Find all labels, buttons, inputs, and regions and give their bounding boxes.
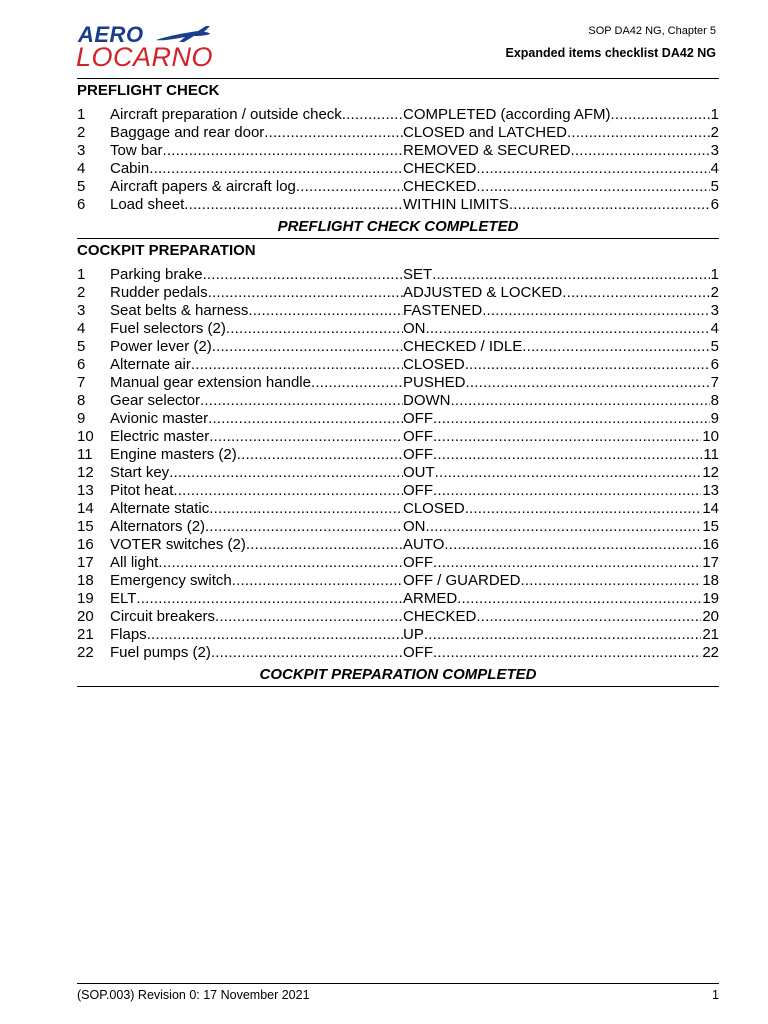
leader-dots <box>149 160 403 178</box>
value-cell <box>403 644 701 662</box>
item-label: VOTER switches (2) <box>110 536 246 553</box>
leader-dots <box>435 464 702 482</box>
checklist-row <box>77 302 719 320</box>
item-page: 11 <box>703 446 719 463</box>
item-value: AUTO <box>403 536 445 553</box>
item-label: Avionic master <box>110 410 209 427</box>
item-cell <box>110 284 403 302</box>
preflight-check-list <box>77 106 719 214</box>
item-cell <box>110 518 403 536</box>
value-cell <box>403 284 710 302</box>
item-value: SET <box>403 266 433 283</box>
item-cell <box>110 196 403 214</box>
item-label: Gear selector <box>110 392 201 409</box>
item-value: OFF <box>403 482 433 499</box>
logo-locarno-text: LOCARNO <box>76 42 214 72</box>
item-cell <box>110 626 403 644</box>
item-label: Electric master <box>110 428 210 445</box>
item-label: Load sheet <box>110 196 185 213</box>
document-title: Expanded items checklist DA42 NG <box>505 46 716 60</box>
leader-dots <box>426 320 710 338</box>
item-label: Parking brake <box>110 266 203 283</box>
checklist-row <box>77 338 719 356</box>
item-label: Manual gear extension handle <box>110 374 311 391</box>
value-cell <box>403 482 701 500</box>
leader-dots <box>522 338 709 356</box>
item-page: 22 <box>702 644 719 661</box>
leader-dots <box>208 410 403 428</box>
item-label: Fuel pumps (2) <box>110 644 211 661</box>
item-number: 7 <box>77 374 86 391</box>
checklist-row <box>77 446 719 464</box>
item-cell <box>110 178 403 196</box>
item-value: FASTENED <box>403 302 483 319</box>
value-cell <box>403 106 710 124</box>
item-label: Alternate air <box>110 356 191 373</box>
item-number: 2 <box>77 124 86 141</box>
leader-dots <box>433 428 701 446</box>
value-cell <box>403 338 710 356</box>
checklist-row <box>77 124 719 142</box>
checklist-row <box>77 266 719 284</box>
item-cell <box>110 482 403 500</box>
item-page: 21 <box>702 626 719 643</box>
leader-dots <box>466 374 710 392</box>
leader-dots <box>147 626 403 644</box>
item-number: 3 <box>77 142 86 159</box>
item-value: CHECKED / IDLE <box>403 338 523 355</box>
checklist-row <box>77 572 719 590</box>
item-value: REMOVED & SECURED <box>403 142 571 159</box>
item-number: 16 <box>77 536 94 553</box>
preflight-check-completed: PREFLIGHT CHECK COMPLETED <box>277 218 519 235</box>
item-value: OFF <box>403 428 433 445</box>
leader-dots <box>248 302 403 320</box>
item-number: 19 <box>77 590 94 607</box>
item-value: ARMED <box>403 590 458 607</box>
leader-dots <box>136 590 403 608</box>
leader-dots <box>173 482 403 500</box>
leader-dots <box>433 410 710 428</box>
item-number: 21 <box>77 626 94 643</box>
item-cell <box>110 572 403 590</box>
item-label: Emergency switch <box>110 572 232 589</box>
item-page: 1 <box>710 106 719 123</box>
leader-dots <box>465 356 710 374</box>
checklist-row <box>77 626 719 644</box>
item-value: CLOSED <box>403 500 465 517</box>
item-page: 7 <box>710 374 719 391</box>
item-label: Aircraft preparation / outside check <box>110 106 342 123</box>
item-page: 15 <box>702 518 719 535</box>
item-value: OFF <box>403 446 433 463</box>
checklist-row <box>77 428 719 446</box>
leader-dots <box>203 266 403 284</box>
item-number: 10 <box>77 428 94 445</box>
leader-dots <box>465 500 702 518</box>
item-label: Seat belts & harness <box>110 302 249 319</box>
leader-dots <box>433 446 702 464</box>
leader-dots <box>215 608 403 626</box>
item-cell <box>110 554 403 572</box>
leader-dots <box>191 356 403 374</box>
item-cell <box>110 124 403 142</box>
item-page: 3 <box>710 302 719 319</box>
leader-dots <box>163 142 403 160</box>
value-cell <box>403 142 710 160</box>
item-label: Fuel selectors (2) <box>110 320 226 337</box>
leader-dots <box>562 284 709 302</box>
leader-dots <box>424 626 701 644</box>
item-label: All light <box>110 554 159 571</box>
leader-dots <box>521 572 702 590</box>
checklist-row <box>77 500 719 518</box>
leader-dots <box>209 500 403 518</box>
item-value: CHECKED <box>403 608 477 625</box>
value-cell <box>403 626 701 644</box>
leader-dots <box>184 196 403 214</box>
item-label: Flaps <box>110 626 147 643</box>
item-page: 12 <box>702 464 719 481</box>
item-value: DOWN <box>403 392 451 409</box>
value-cell <box>403 590 701 608</box>
leader-dots <box>212 338 403 356</box>
leader-dots <box>296 178 403 196</box>
section-end-rule <box>77 686 719 687</box>
checklist-row <box>77 320 719 338</box>
preflight-check-section <box>77 78 719 238</box>
checklist-row <box>77 178 719 196</box>
value-cell <box>403 302 710 320</box>
item-label: Start key <box>110 464 170 481</box>
item-value: OFF / GUARDED <box>403 572 521 589</box>
item-value: ADJUSTED & LOCKED <box>403 284 563 301</box>
item-page: 17 <box>702 554 719 571</box>
item-page: 19 <box>702 590 719 607</box>
value-cell <box>403 572 701 590</box>
document-header <box>506 24 717 60</box>
item-label: Circuit breakers <box>110 608 216 625</box>
leader-dots <box>476 608 701 626</box>
value-cell <box>403 178 710 196</box>
item-page: 20 <box>702 608 719 625</box>
item-number: 4 <box>77 320 86 337</box>
leader-dots <box>433 554 701 572</box>
item-value: CHECKED <box>403 160 477 177</box>
leader-dots <box>226 320 403 338</box>
checklist-row <box>77 392 719 410</box>
leader-dots <box>432 266 709 284</box>
cockpit-preparation-completed: COCKPIT PREPARATION COMPLETED <box>259 666 537 683</box>
value-cell <box>403 554 701 572</box>
item-value: UP <box>403 626 424 643</box>
item-label: Baggage and rear door <box>110 124 265 141</box>
item-value: ON <box>403 518 426 535</box>
item-page: 9 <box>710 410 719 427</box>
item-value: COMPLETED (according AFM) <box>403 106 611 123</box>
item-number: 9 <box>77 410 86 427</box>
leader-dots <box>433 482 701 500</box>
value-cell <box>403 160 710 178</box>
cockpit-preparation-section <box>77 238 719 687</box>
checklist-row <box>77 160 719 178</box>
leader-dots <box>200 392 403 410</box>
item-value: CHECKED <box>403 178 477 195</box>
checklist-row <box>77 284 719 302</box>
leader-dots <box>169 464 403 482</box>
value-cell <box>403 500 701 518</box>
item-number: 11 <box>77 446 93 463</box>
item-page: 5 <box>710 178 719 195</box>
checklist-row <box>77 608 719 626</box>
item-number: 14 <box>77 500 94 517</box>
item-cell <box>110 608 403 626</box>
item-number: 22 <box>77 644 94 661</box>
aero-locarno-logo <box>76 22 226 70</box>
checklist-row <box>77 554 719 572</box>
item-value: CLOSED and LATCHED <box>403 124 567 141</box>
value-cell <box>403 196 710 214</box>
item-number: 1 <box>77 266 86 283</box>
preflight-check-title: PREFLIGHT CHECK <box>77 78 719 102</box>
item-value: OUT <box>403 464 435 481</box>
leader-dots <box>209 428 403 446</box>
leader-dots <box>567 124 710 142</box>
item-value: ON <box>403 320 426 337</box>
item-cell <box>110 392 403 410</box>
checklist-row <box>77 196 719 214</box>
item-cell <box>110 374 403 392</box>
item-value: PUSHED <box>403 374 466 391</box>
leader-dots <box>205 518 403 536</box>
item-cell <box>110 428 403 446</box>
leader-dots <box>158 554 403 572</box>
item-label: Rudder pedals <box>110 284 208 301</box>
item-number: 1 <box>77 106 86 123</box>
leader-dots <box>482 302 709 320</box>
value-cell <box>403 374 710 392</box>
item-page: 4 <box>710 320 719 337</box>
leader-dots <box>476 178 709 196</box>
item-page: 6 <box>710 196 719 213</box>
item-cell <box>110 644 403 662</box>
checklist-row <box>77 106 719 124</box>
item-page: 10 <box>702 428 719 445</box>
item-number: 5 <box>77 338 86 355</box>
leader-dots <box>311 374 403 392</box>
leader-dots <box>451 392 710 410</box>
item-page: 6 <box>710 356 719 373</box>
value-cell <box>403 320 710 338</box>
item-number: 15 <box>77 518 94 535</box>
value-cell <box>403 410 710 428</box>
value-cell <box>403 392 710 410</box>
leader-dots <box>208 284 403 302</box>
item-label: ELT <box>110 590 137 607</box>
checklist-row <box>77 356 719 374</box>
item-label: Engine masters (2) <box>110 446 237 463</box>
item-number: 17 <box>77 554 94 571</box>
item-cell <box>110 464 403 482</box>
value-cell <box>403 464 701 482</box>
value-cell <box>403 356 710 374</box>
item-cell <box>110 302 403 320</box>
item-cell <box>110 266 403 284</box>
leader-dots <box>476 160 709 178</box>
item-number: 12 <box>77 464 94 481</box>
checklist-row <box>77 590 719 608</box>
item-value: OFF <box>403 410 433 427</box>
leader-dots <box>509 196 710 214</box>
item-number: 6 <box>77 356 86 373</box>
value-cell <box>403 608 701 626</box>
item-cell <box>110 106 403 124</box>
item-page: 3 <box>710 142 719 159</box>
cockpit-preparation-title: COCKPIT PREPARATION <box>77 238 719 262</box>
checklist-row <box>77 142 719 160</box>
item-value: WITHIN LIMITS <box>403 196 509 213</box>
item-number: 5 <box>77 178 86 195</box>
item-number: 20 <box>77 608 94 625</box>
item-page: 5 <box>710 338 719 355</box>
item-label: Alternators (2) <box>110 518 206 535</box>
leader-dots <box>444 536 701 554</box>
page-footer <box>77 983 719 1002</box>
item-cell <box>110 356 403 374</box>
item-page: 14 <box>702 500 719 517</box>
item-page: 8 <box>710 392 719 409</box>
item-value: OFF <box>403 554 433 571</box>
item-cell <box>110 338 403 356</box>
checklist-row <box>77 482 719 500</box>
value-cell <box>403 124 710 142</box>
item-label: Tow bar <box>110 142 163 159</box>
leader-dots <box>246 536 403 554</box>
item-number: 8 <box>77 392 86 409</box>
item-label: Alternate static <box>110 500 210 517</box>
value-cell <box>403 518 701 536</box>
leader-dots <box>457 590 701 608</box>
value-cell <box>403 428 701 446</box>
item-label: Aircraft papers & aircraft log <box>110 178 296 195</box>
item-page: 2 <box>710 284 719 301</box>
item-page: 13 <box>702 482 719 499</box>
item-cell <box>110 410 403 428</box>
checklist-row <box>77 536 719 554</box>
item-value: OFF <box>403 644 433 661</box>
leader-dots <box>611 106 710 124</box>
leader-dots <box>342 106 403 124</box>
item-page: 4 <box>710 160 719 177</box>
value-cell <box>403 266 710 284</box>
checklist-row <box>77 644 719 662</box>
leader-dots <box>433 644 701 662</box>
item-cell <box>110 446 403 464</box>
checklist-row <box>77 410 719 428</box>
item-cell <box>110 320 403 338</box>
item-number: 3 <box>77 302 86 319</box>
item-cell <box>110 500 403 518</box>
checklist-row <box>77 464 719 482</box>
item-page: 16 <box>702 536 719 553</box>
item-page: 2 <box>710 124 719 141</box>
item-page: 18 <box>702 572 719 589</box>
revision-info: (SOP.003) Revision 0: 17 November 2021 <box>77 988 310 1002</box>
leader-dots <box>571 142 710 160</box>
item-number: 18 <box>77 572 94 589</box>
item-number: 4 <box>77 160 86 177</box>
value-cell <box>403 446 702 464</box>
leader-dots <box>237 446 403 464</box>
leader-dots <box>211 644 403 662</box>
checklist-row <box>77 374 719 392</box>
item-label: Cabin <box>110 160 150 177</box>
page-number: 1 <box>712 988 719 1002</box>
item-cell <box>110 590 403 608</box>
item-page: 1 <box>710 266 719 283</box>
item-label: Pitot heat <box>110 482 174 499</box>
cockpit-preparation-list <box>77 266 719 662</box>
leader-dots <box>232 572 403 590</box>
item-number: 6 <box>77 196 86 213</box>
item-number: 13 <box>77 482 94 499</box>
item-label: Power lever (2) <box>110 338 212 355</box>
leader-dots <box>426 518 702 536</box>
item-cell <box>110 536 403 554</box>
item-value: CLOSED <box>403 356 465 373</box>
checklist-row <box>77 518 719 536</box>
item-number: 2 <box>77 284 86 301</box>
item-cell <box>110 160 403 178</box>
leader-dots <box>264 124 403 142</box>
item-cell <box>110 142 403 160</box>
logo-aero-text: AERO <box>78 22 144 47</box>
value-cell <box>403 536 701 554</box>
sop-reference: SOP DA42 NG, Chapter 5 <box>588 25 716 37</box>
